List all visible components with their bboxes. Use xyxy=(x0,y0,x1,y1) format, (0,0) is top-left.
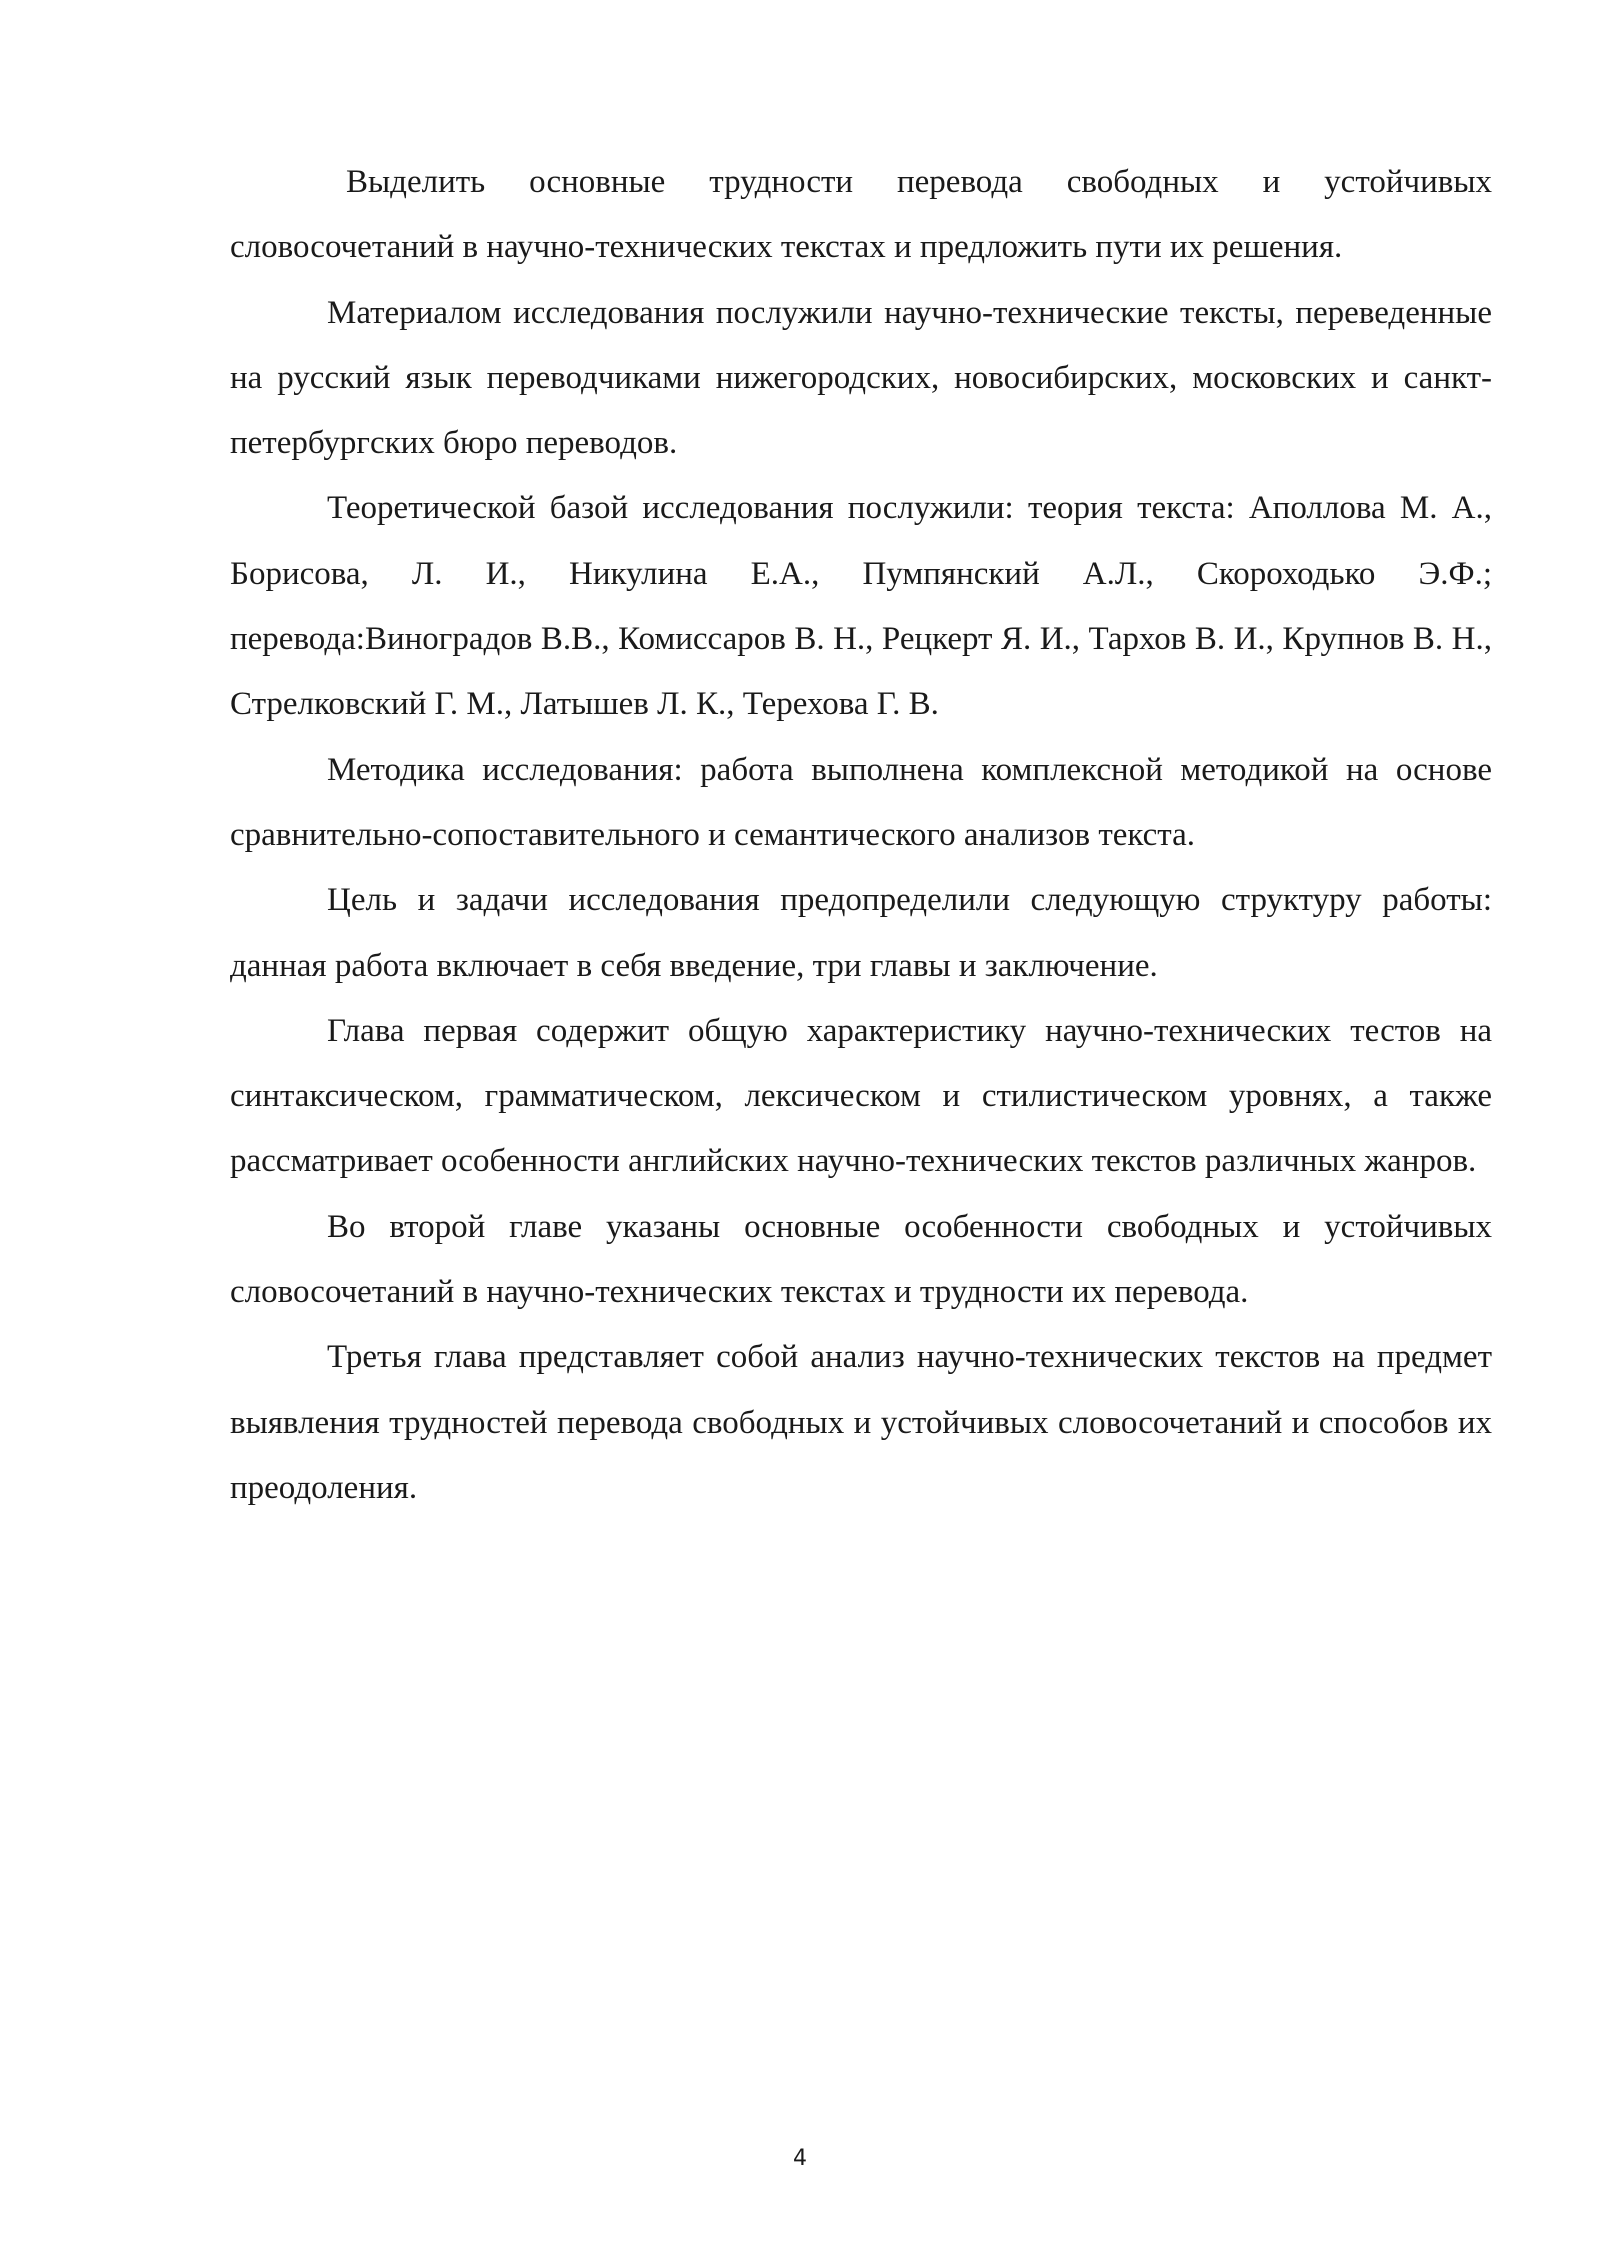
paragraph-chapter-one: Глава первая содержит общую характеристику научно-технических тестов на синтаксическом, грамматическом, лексическом и стилистическом уровнях, а также рассматривает особенности английских научно-технических текстов различных жанров. xyxy=(230,1012,1492,1180)
paragraph-theoretical-base: Теоретической базой исследования послужили: теория текста: Аполлова М. А., Борисова, Л. И., Никулина Е.А., Пумпянский А.Л., Скороходько Э.Ф.; перевода:Виноградов В.В., Комиссаров В. Н., Рецкерт Я. И., Тархов В. И., Крупнов В. Н., Стрелковский Г. М., Латышев Л. К., Терехова Г. В. xyxy=(230,490,1492,723)
page-number: 4 xyxy=(793,2146,807,2171)
paragraph-objective: Выделить основные трудности перевода свободных и устойчивых словосочетаний в научно-технических текстах и предложить пути их решения. xyxy=(230,164,1492,266)
paragraph-structure: Цель и задачи исследования предопределили следующую структуру работы: данная работа включает в себя введение, три главы и заключение. xyxy=(230,882,1492,984)
paragraph-methodology: Методика исследования: работа выполнена комплексной методикой на основе сравнительно-сопоставительного и семантического анализов текста. xyxy=(230,751,1492,853)
paragraph-material: Материалом исследования послужили научно-технические тексты, переведенные на русский язык переводчиками нижегородских, новосибирских, московских и санкт-петербургских бюро переводов. xyxy=(230,294,1492,462)
paragraph-chapter-two: Во второй главе указаны основные особенности свободных и устойчивых словосочетаний в научно-технических текстах и трудности их перевода. xyxy=(230,1208,1492,1311)
body-text xyxy=(230,150,1492,1521)
paragraph-chapter-three: Третья глава представляет собой анализ научно-технических текстов на предмет выявления трудностей перевода свободных и устойчивых словосочетаний и способов их преодоления. xyxy=(230,1339,1492,1506)
